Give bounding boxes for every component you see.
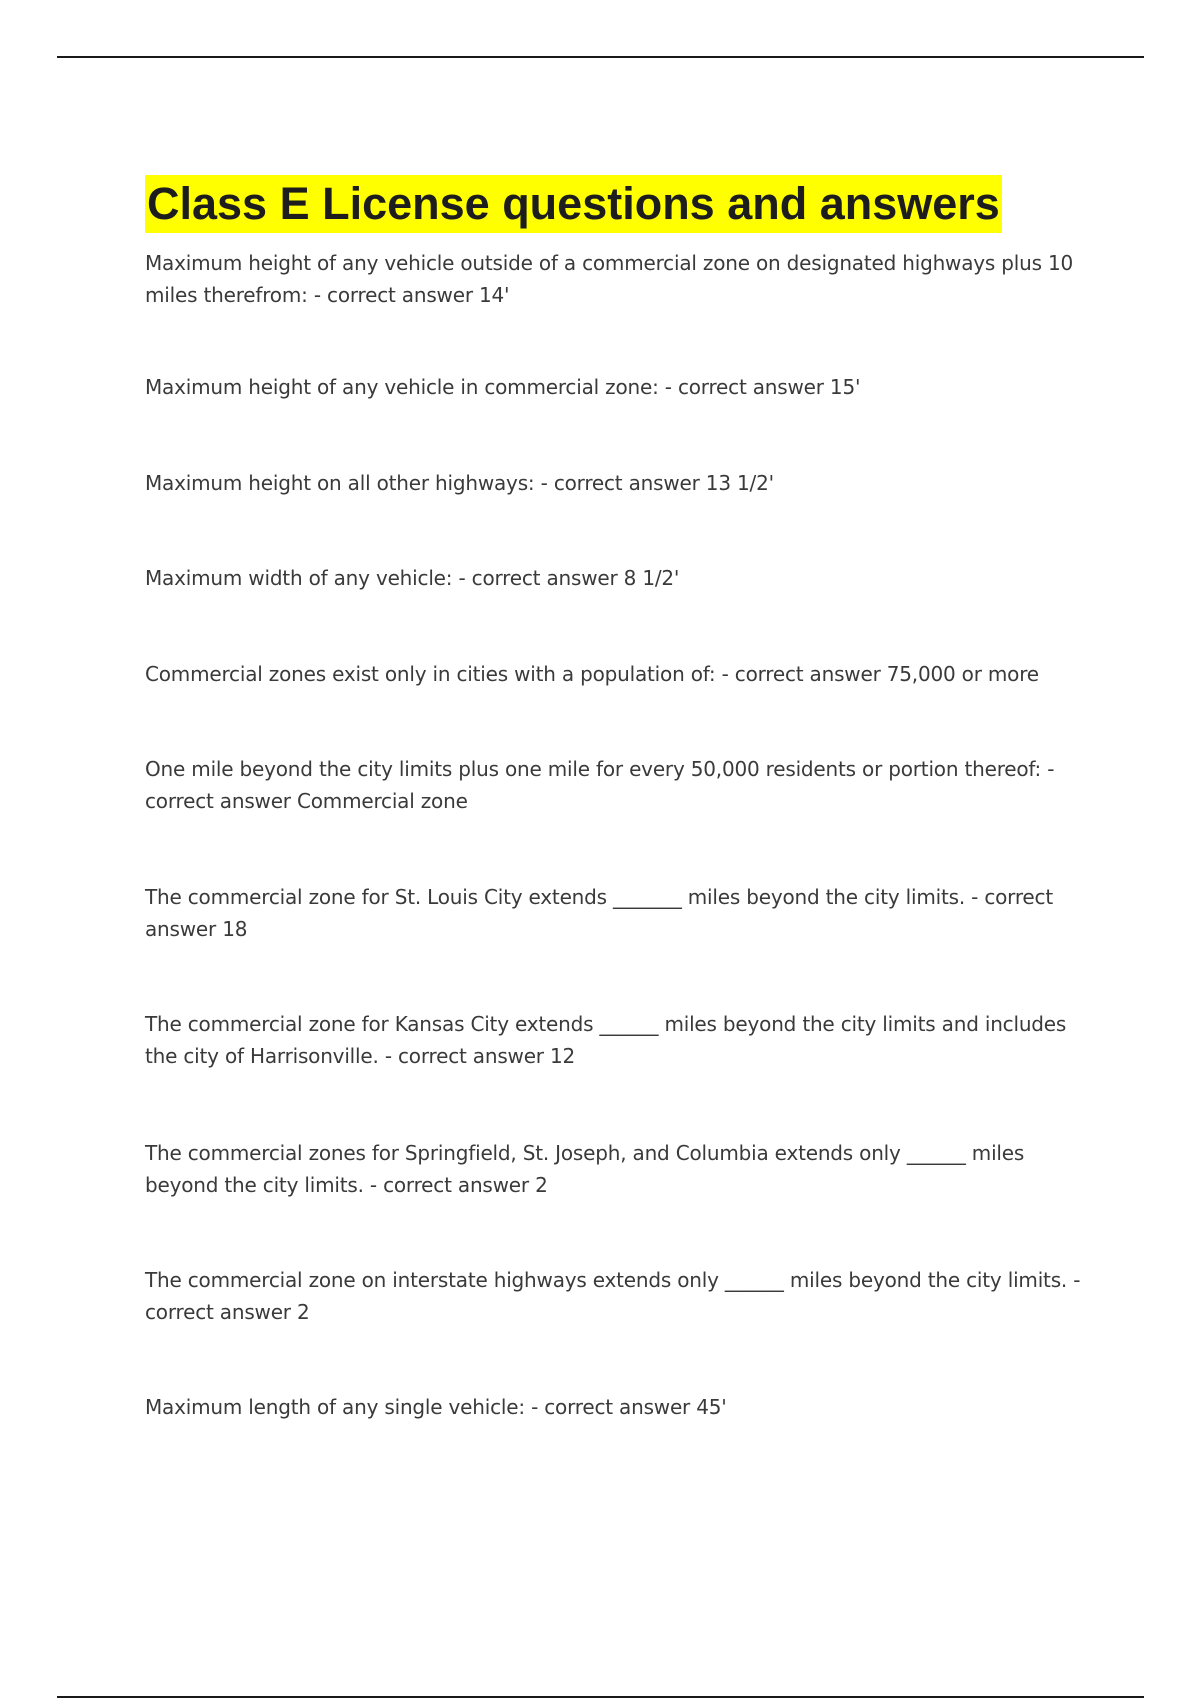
top-divider	[57, 56, 1144, 58]
answer-text: - correct answer 45'	[531, 1395, 727, 1419]
qa-item	[145, 753, 1090, 817]
question-text: The commercial zone for Kansas City extends ______ miles beyond the city limits and includes the city of Harrisonville.	[145, 1012, 1067, 1068]
question-text: Maximum length of any single vehicle:	[145, 1395, 525, 1419]
question-text: The commercial zone for St. Louis City extends _______ miles beyond the city limits.	[145, 885, 965, 909]
question-text: Maximum height of any vehicle in commercial zone:	[145, 375, 659, 399]
qa-item	[145, 1137, 1090, 1201]
answer-text: - correct answer 13 1/2'	[540, 471, 774, 495]
answer-text: - correct answer 18	[145, 885, 1053, 941]
qa-item	[145, 1264, 1090, 1328]
question-text: Maximum height of any vehicle outside of a commercial zone on designated highways plus 10 miles therefrom:	[145, 251, 1074, 307]
question-text: One mile beyond the city limits plus one mile for every 50,000 residents or portion thereof:	[145, 757, 1042, 781]
answer-text: - correct answer 2	[145, 1268, 1081, 1324]
title-container	[145, 145, 1090, 230]
qa-item	[145, 247, 1090, 311]
qa-item	[145, 371, 1090, 403]
document-body	[145, 145, 1090, 1423]
answer-text: - correct answer 8 1/2'	[458, 566, 680, 590]
qa-item	[145, 658, 1090, 690]
answer-text: - correct answer 15'	[664, 375, 861, 399]
document-title: Class E License questions and answers	[145, 175, 1002, 233]
answer-text: - correct answer Commercial zone	[145, 757, 1055, 813]
answer-text: - correct answer 2	[369, 1173, 548, 1197]
qa-item	[145, 562, 1090, 594]
question-text: Maximum height on all other highways:	[145, 471, 535, 495]
answer-text: - correct answer 14'	[313, 283, 510, 307]
bottom-divider	[57, 1696, 1144, 1698]
qa-item	[145, 881, 1090, 945]
question-text: Maximum width of any vehicle:	[145, 566, 453, 590]
question-text: The commercial zone on interstate highways extends only ______ miles beyond the city limits.	[145, 1268, 1068, 1292]
answer-text: - correct answer 12	[384, 1044, 576, 1068]
question-text: Commercial zones exist only in cities with a population of:	[145, 662, 716, 686]
qa-item	[145, 467, 1090, 499]
qa-item	[145, 1008, 1090, 1072]
question-text: The commercial zones for Springfield, St. Joseph, and Columbia extends only ______ miles beyond the city limits.	[145, 1141, 1025, 1197]
qa-item	[145, 1391, 1090, 1423]
answer-text: - correct answer 75,000 or more	[721, 662, 1039, 686]
qa-list	[145, 247, 1090, 1423]
